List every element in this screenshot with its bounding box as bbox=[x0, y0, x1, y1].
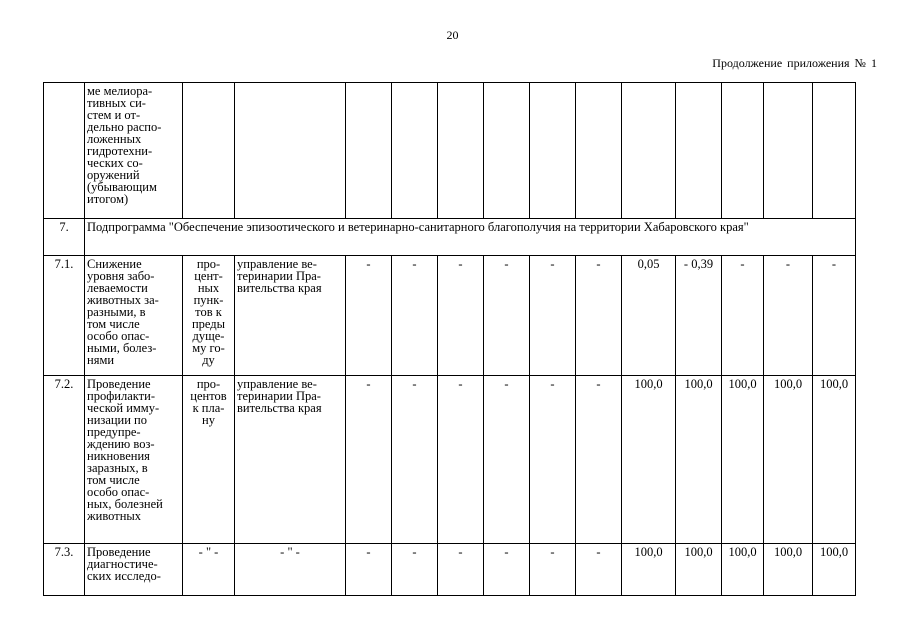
value-cell bbox=[438, 256, 484, 376]
value-cell-text: - bbox=[412, 545, 417, 559]
value-cell-text: 100,0 bbox=[634, 545, 663, 559]
value-cell bbox=[530, 256, 576, 376]
value-cell-text: - bbox=[550, 257, 555, 271]
row-number-cell-text: 7.1. bbox=[54, 257, 74, 271]
value-cell bbox=[392, 544, 438, 596]
value-cell-text: - bbox=[504, 545, 509, 559]
empty-cell bbox=[392, 83, 438, 219]
indicator-name-cell-text: Снижение уровня забо- леваемости животных за- разными, в том числе особо опас- ными, болез- нями bbox=[87, 257, 159, 367]
subprogram-title-cell bbox=[85, 219, 856, 256]
value-cell-text: - bbox=[366, 377, 371, 391]
value-cell bbox=[576, 544, 622, 596]
value-cell bbox=[346, 544, 392, 596]
value-cell bbox=[764, 376, 813, 544]
unit-cell-text: про- цент- ных пунк- тов к преды дуще- му го- ду bbox=[191, 257, 226, 367]
row-number-cell bbox=[44, 83, 85, 219]
value-cell-text: - bbox=[785, 257, 791, 271]
value-cell bbox=[676, 256, 722, 376]
value-cell bbox=[484, 256, 530, 376]
responsible-cell-text: управление ве- теринарии Пра- вительства края bbox=[237, 257, 322, 295]
value-cell-text: - bbox=[504, 377, 509, 391]
responsible-cell bbox=[235, 544, 346, 596]
value-cell-text: 100,0 bbox=[773, 545, 803, 559]
value-cell bbox=[530, 544, 576, 596]
value-cell bbox=[813, 544, 856, 596]
value-cell-text: 100,0 bbox=[684, 377, 713, 391]
empty-cell bbox=[764, 83, 813, 219]
row-number-cell bbox=[44, 256, 85, 376]
value-cell-text: - bbox=[412, 377, 417, 391]
value-cell-text: 100,0 bbox=[819, 377, 849, 391]
indicator-name-cell-text: Проведение диагностиче- ских исследо- bbox=[87, 545, 161, 583]
value-cell bbox=[576, 256, 622, 376]
value-cell-text: - bbox=[596, 545, 601, 559]
responsible-cell-text: управление ве- теринарии Пра- вительства края bbox=[237, 377, 322, 415]
value-cell-text: - bbox=[596, 377, 601, 391]
responsible-cell-text: - " - bbox=[280, 545, 300, 559]
unit-cell-text: - " - bbox=[198, 545, 219, 559]
value-cell-text: - bbox=[550, 377, 555, 391]
value-cell bbox=[764, 256, 813, 376]
value-cell bbox=[622, 256, 676, 376]
value-cell bbox=[622, 544, 676, 596]
value-cell-text: - 0,39 bbox=[683, 257, 714, 271]
table-row bbox=[44, 219, 856, 256]
value-cell-text: - bbox=[458, 377, 463, 391]
indicators-table bbox=[43, 82, 856, 596]
value-cell bbox=[346, 376, 392, 544]
row-number-cell bbox=[44, 544, 85, 596]
subprogram-title-cell-text: Подпрограмма "Обеспечение эпизоотического и ветеринарно-санитарного благополучия на территории Хабаровского края" bbox=[87, 220, 749, 234]
value-cell-text: 100,0 bbox=[819, 545, 849, 559]
empty-cell bbox=[622, 83, 676, 219]
value-cell bbox=[722, 544, 764, 596]
value-cell bbox=[484, 376, 530, 544]
page-number: 20 bbox=[446, 28, 459, 42]
continuation-note: Продолжение приложения № 1 bbox=[712, 56, 877, 70]
indicator-name-cell-text: ме мелиора- тивных си- стем и от- дельно распо- ложенных гидротехни- ческих со- оружений (убывающим итогом) bbox=[87, 84, 162, 206]
value-cell bbox=[530, 376, 576, 544]
value-cell-text: 100,0 bbox=[684, 545, 713, 559]
value-cell-text: - bbox=[458, 257, 463, 271]
value-cell bbox=[484, 544, 530, 596]
row-number-cell-text: 7. bbox=[59, 220, 69, 234]
value-cell-text: - bbox=[504, 257, 509, 271]
empty-cell bbox=[346, 83, 392, 219]
value-cell bbox=[722, 256, 764, 376]
responsible-cell bbox=[235, 376, 346, 544]
indicator-name-cell bbox=[85, 83, 183, 219]
responsible-cell bbox=[235, 256, 346, 376]
empty-cell bbox=[676, 83, 722, 219]
row-number-cell bbox=[44, 219, 85, 256]
empty-cell bbox=[576, 83, 622, 219]
empty-cell bbox=[530, 83, 576, 219]
value-cell bbox=[392, 256, 438, 376]
row-number-cell bbox=[44, 376, 85, 544]
value-cell-text: - bbox=[831, 257, 837, 271]
indicator-name-cell bbox=[85, 376, 183, 544]
value-cell-text: - bbox=[550, 545, 555, 559]
unit-cell bbox=[183, 256, 235, 376]
empty-cell bbox=[722, 83, 764, 219]
table-row bbox=[44, 256, 856, 376]
empty-cell bbox=[813, 83, 856, 219]
value-cell-text: - bbox=[412, 257, 417, 271]
empty-cell bbox=[484, 83, 530, 219]
value-cell-text: 0,05 bbox=[637, 257, 660, 271]
row-number-cell-text: 7.2. bbox=[54, 377, 74, 391]
value-cell-text: 100,0 bbox=[728, 377, 757, 391]
value-cell-text: - bbox=[740, 257, 745, 271]
value-cell-text: - bbox=[596, 257, 601, 271]
value-cell bbox=[813, 256, 856, 376]
value-cell-text: - bbox=[366, 545, 371, 559]
unit-cell bbox=[183, 544, 235, 596]
value-cell bbox=[622, 376, 676, 544]
value-cell-text: 100,0 bbox=[634, 377, 663, 391]
table-row bbox=[44, 376, 856, 544]
value-cell bbox=[764, 544, 813, 596]
value-cell bbox=[576, 376, 622, 544]
value-cell bbox=[438, 376, 484, 544]
table-row bbox=[44, 544, 856, 596]
value-cell bbox=[676, 544, 722, 596]
value-cell bbox=[813, 376, 856, 544]
indicator-name-cell bbox=[85, 256, 183, 376]
value-cell bbox=[392, 376, 438, 544]
value-cell bbox=[346, 256, 392, 376]
value-cell-text: - bbox=[458, 545, 463, 559]
indicator-name-cell bbox=[85, 544, 183, 596]
value-cell bbox=[676, 376, 722, 544]
indicator-name-cell-text: Проведение профилакти- ческой имму- низации по предупре- ждению воз- никновения заразных, в том числе особо опас- ных, болезней животных bbox=[87, 377, 163, 523]
row-number-cell-text: 7.3. bbox=[54, 545, 74, 559]
empty-cell bbox=[183, 83, 235, 219]
table-row bbox=[44, 83, 856, 219]
empty-cell bbox=[235, 83, 346, 219]
value-cell-text: - bbox=[366, 257, 371, 271]
value-cell-text: 100,0 bbox=[773, 377, 803, 391]
value-cell bbox=[438, 544, 484, 596]
value-cell-text: 100,0 bbox=[728, 545, 757, 559]
unit-cell-text: про- центов к пла- ну bbox=[190, 377, 227, 427]
empty-cell bbox=[438, 83, 484, 219]
value-cell bbox=[722, 376, 764, 544]
unit-cell bbox=[183, 376, 235, 544]
